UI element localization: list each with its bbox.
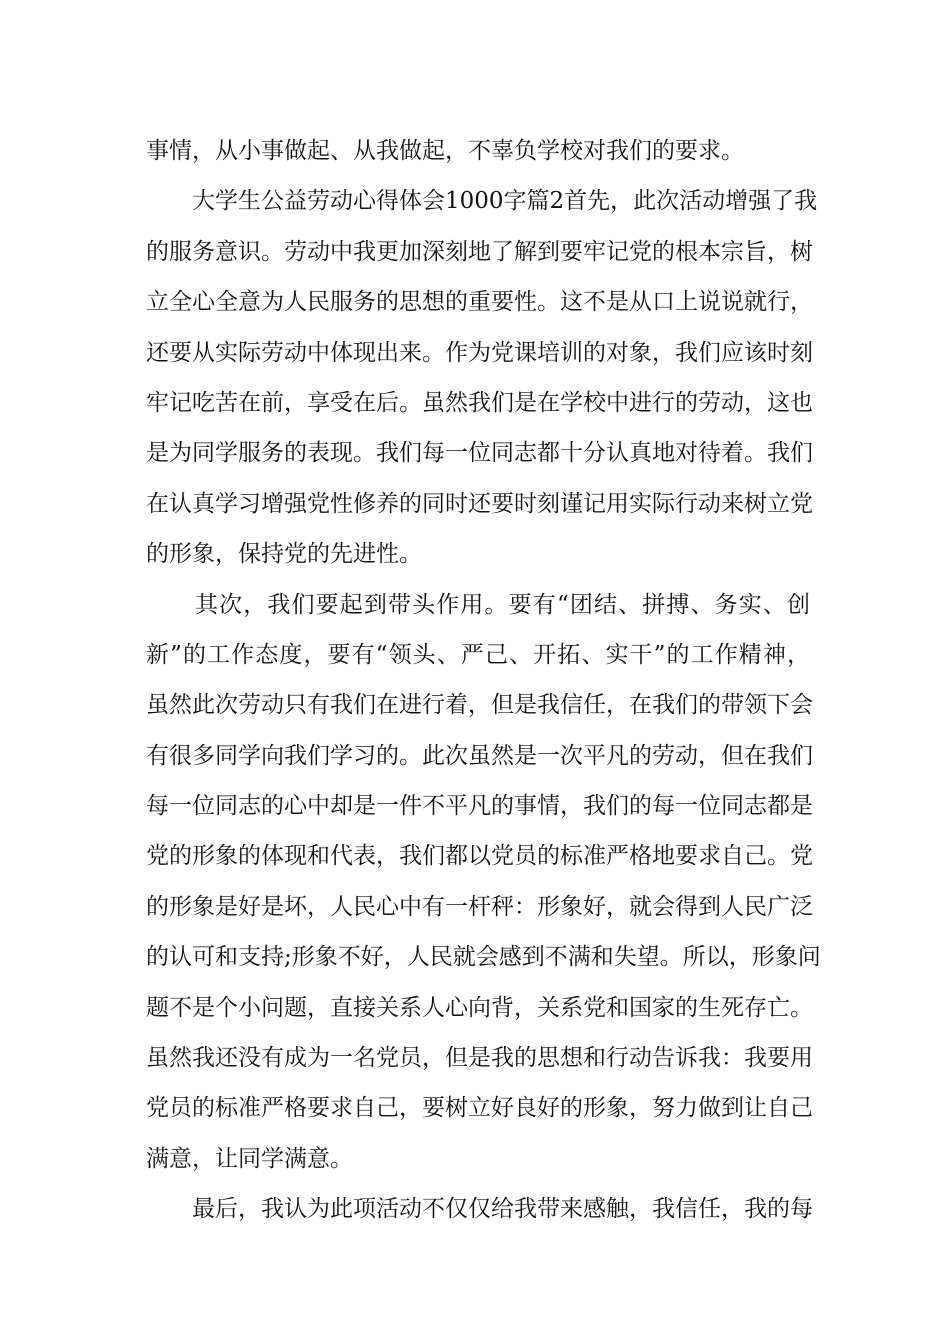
text-line: 牢记吃苦在前，享受在后。虽然我们是在学校中进行的劳动，这也 (146, 389, 813, 416)
text-line: 党员的标准严格要求自己，要树立好良好的形象，努力做到让自己 (146, 1095, 813, 1122)
body-text (146, 126, 821, 1235)
text-line: 还要从实际劳动中体现出来。作为党课培训的对象，我们应该时刻 (146, 339, 813, 366)
text-line: 的服务意识。劳动中我更加深刻地了解到要牢记党的根本宗旨，树 (146, 238, 813, 265)
text-line: 事情，从小事做起、从我做起，不辜负学校对我们的要求。 (146, 138, 744, 164)
text-line: 题不是个小问题，直接关系人心向背，关系党和国家的生死存亡。 (146, 994, 813, 1021)
text-line: 在认真学习增强党性修养的同时还要时刻谨记用实际行动来树立党 (146, 490, 813, 517)
text-line: 满意，让同学满意。 (146, 1145, 353, 1172)
text-line: 是为同学服务的表现。我们每一位同志都十分认真地对待着。我们 (146, 440, 813, 467)
paragraph-first-line: 其次，我们要起到带头作用。要有“团结、拼搏、务实、创 (195, 591, 810, 618)
text-line: 的形象是好是坏，人民心中有一杆秤：形象好，就会得到人民广泛 (146, 893, 813, 920)
text-line: 虽然我还没有成为一名党员，但是我的思想和行动告诉我：我要用 (146, 1045, 813, 1072)
text-line: 立全心全意为人民服务的思想的重要性。这不是从口上说说就行， (146, 289, 813, 316)
paragraph-first-line: 最后，我认为此项活动不仅仅给我带来感触，我信任，我的每 (192, 1196, 813, 1223)
text-line: 的认可和支持;形象不好，人民就会感到不满和失望。所以，形象问 (146, 944, 821, 971)
text-line: 的形象，保持党的先进性。 (146, 541, 422, 568)
paragraph-first-line: 大学生公益劳动心得体会1000字篇2首先，此次活动增强了我 (192, 188, 818, 215)
text-line: 每一位同志的心中却是一件不平凡的事情，我们的每一位同志都是 (146, 793, 813, 820)
text-line: 有很多同学向我们学习的。此次虽然是一次平凡的劳动，但在我们 (146, 742, 813, 769)
text-line: 新”的工作态度，要有“领头、严己、开拓、实干”的工作精神， (146, 641, 810, 668)
text-line: 虽然此次劳动只有我们在进行着，但是我信任，在我们的带领下会 (146, 692, 813, 719)
text-line: 党的形象的体现和代表，我们都以党员的标准严格地要求自己。党 (146, 843, 813, 870)
